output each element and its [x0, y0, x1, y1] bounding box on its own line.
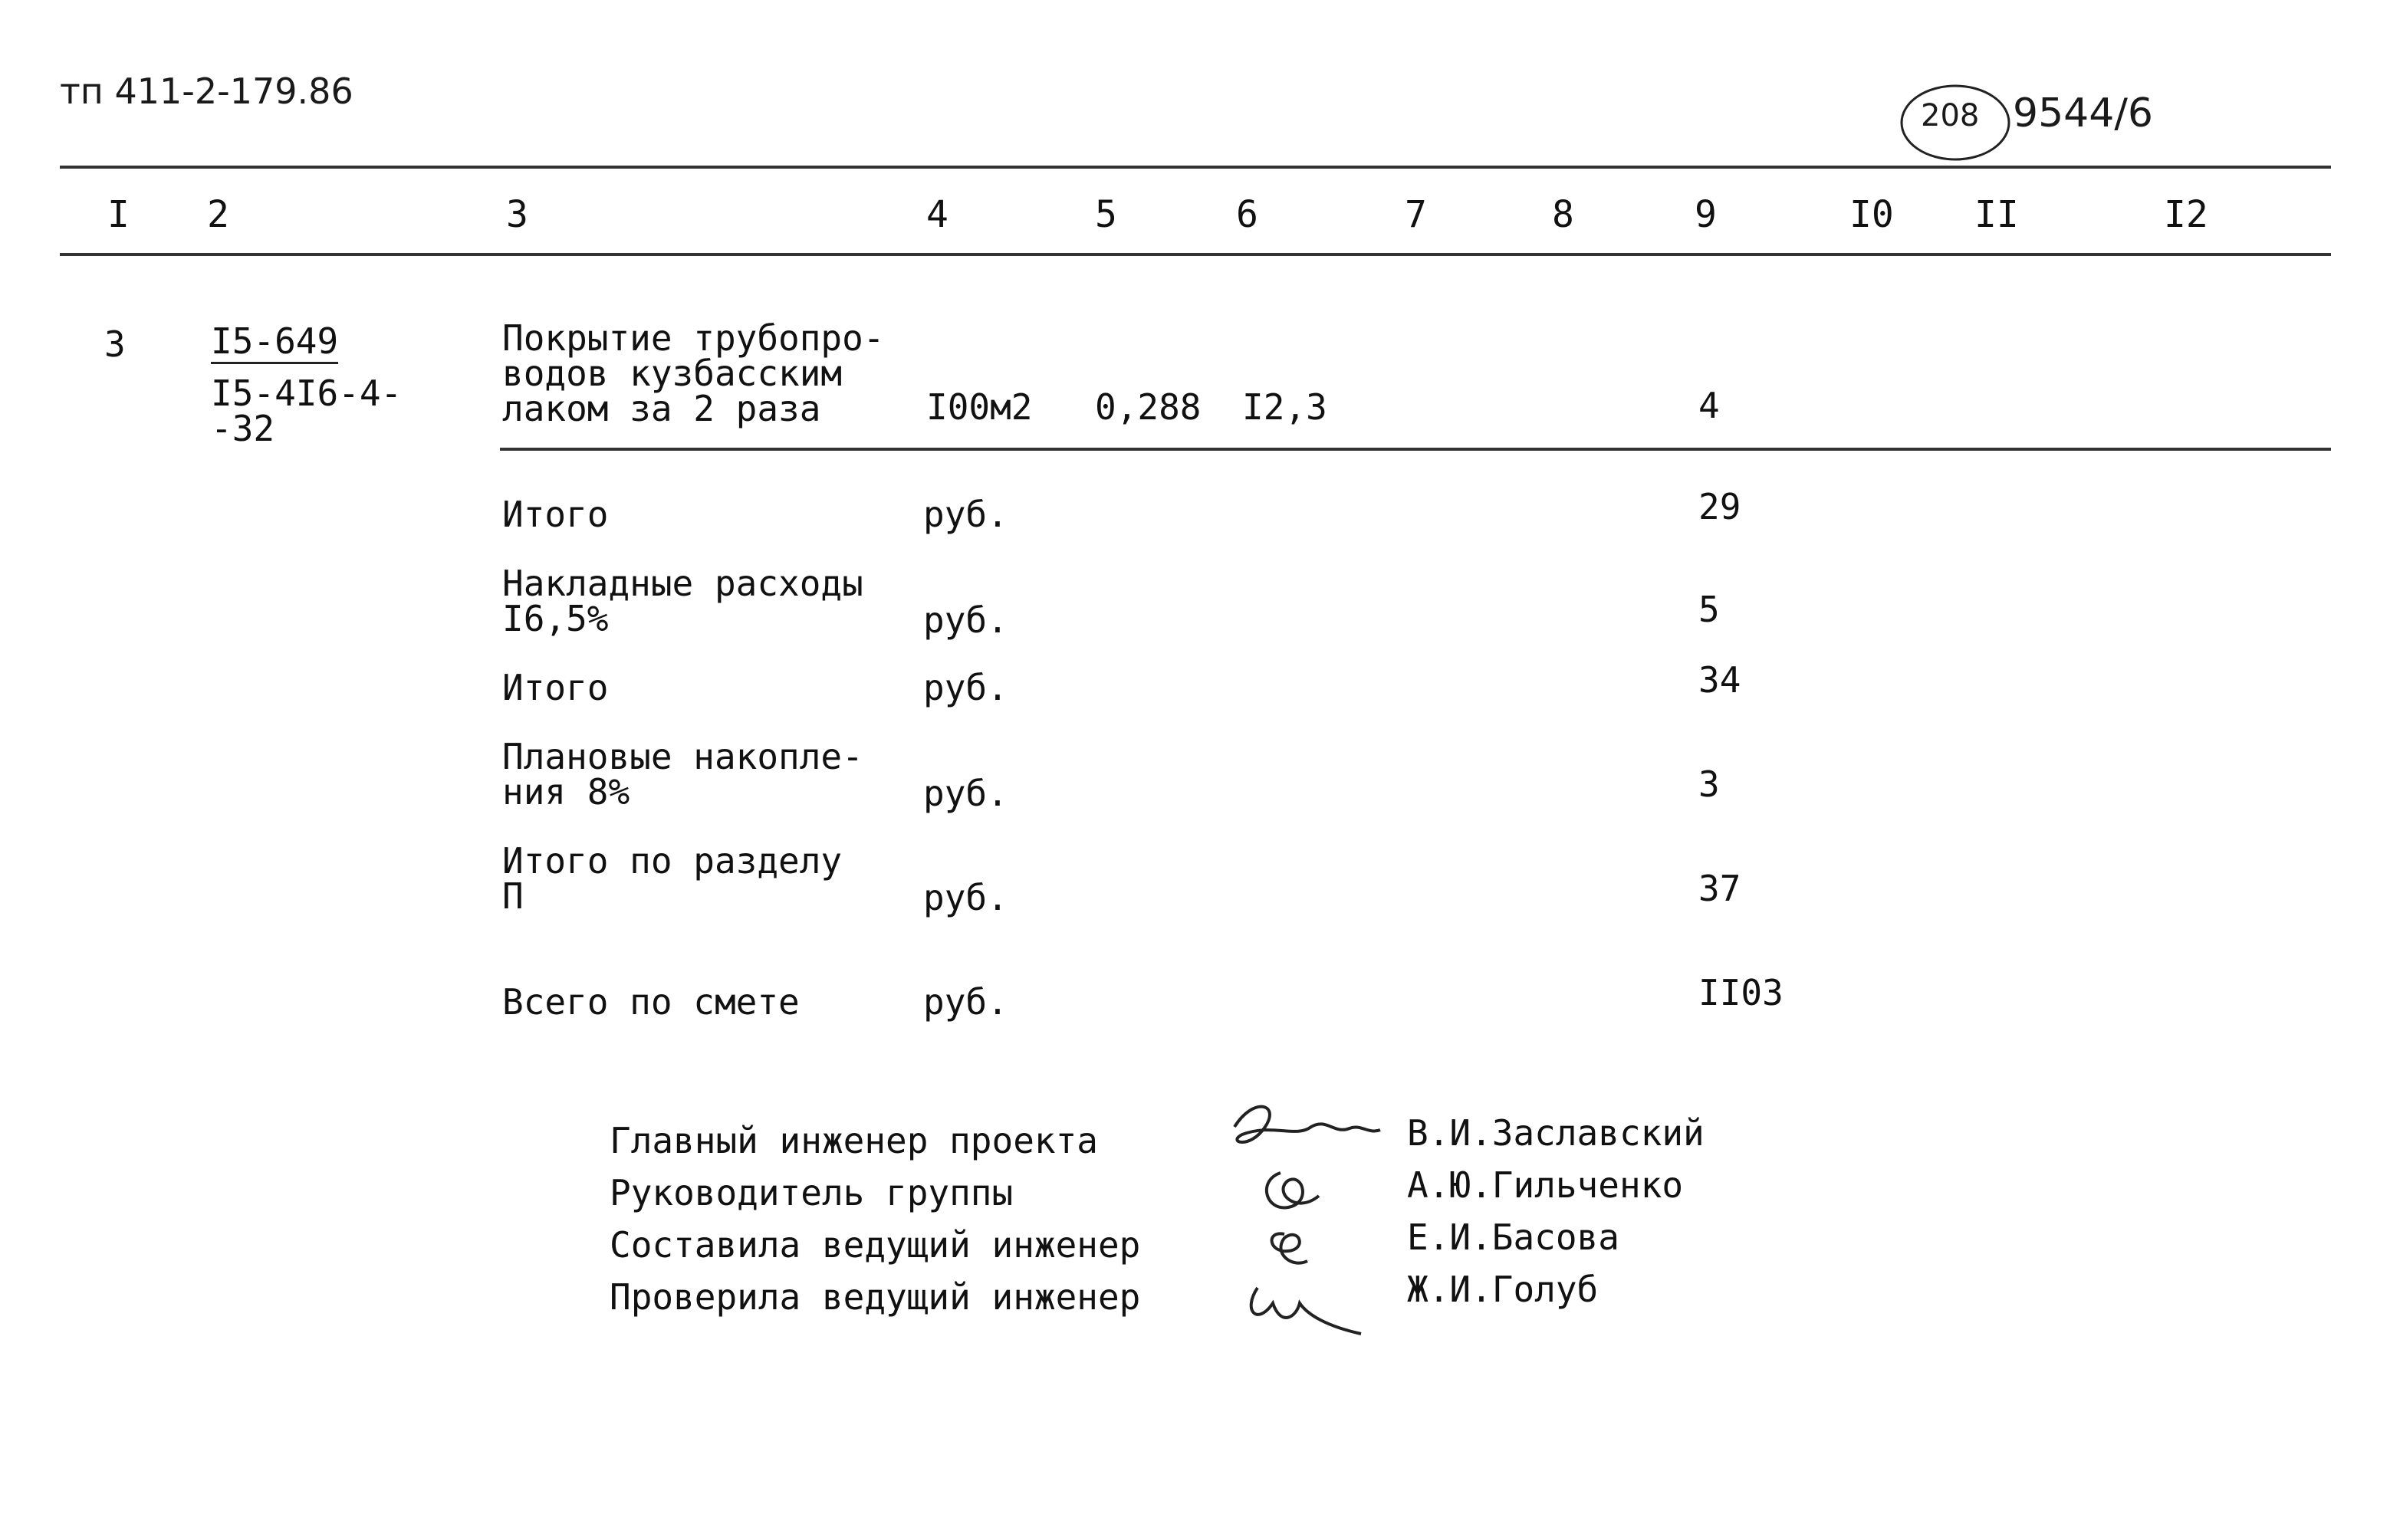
summary-label: Всего по смете [502, 981, 800, 1023]
item-total: 4 [1698, 385, 1720, 426]
header-rule-top [60, 166, 2331, 169]
column-number: 6 [1236, 193, 1258, 236]
column-number: I0 [1849, 193, 1894, 236]
page-number: 208 [1921, 98, 1980, 133]
summary-value: 29 [1698, 486, 1741, 527]
item-price: I2,3 [1242, 386, 1327, 428]
summary-value: 5 [1698, 589, 1720, 630]
signature-name: В.И.Заславский [1407, 1112, 1705, 1154]
column-number: I2 [2164, 193, 2208, 236]
summary-unit: руб. [923, 773, 1008, 814]
summary-label: ния 8% [502, 771, 630, 813]
item-rule [500, 448, 2331, 451]
item-description: Покрытие трубопро- [502, 317, 885, 359]
signature-role: Руководитель группы [610, 1172, 1014, 1213]
summary-unit: руб. [923, 877, 1008, 918]
column-number: 3 [506, 193, 528, 236]
signature-name: А.Ю.Гильченко [1407, 1164, 1684, 1206]
summary-label: Итого по разделу [502, 840, 843, 882]
signature-role: Проверила ведущий инженер [610, 1276, 1141, 1318]
column-number: 7 [1405, 193, 1427, 236]
item-number: 3 [104, 323, 126, 365]
summary-label: Итого [502, 494, 609, 535]
archive-code: 9544/6 [2013, 90, 2153, 136]
column-number: II [1974, 193, 2019, 236]
item-description: лаком за 2 раза [502, 388, 821, 429]
document-code: тп 411-2-179.86 [60, 71, 353, 112]
handwritten-signatures [1212, 1081, 1403, 1341]
summary-value: II03 [1698, 972, 1784, 1013]
summary-value: 34 [1698, 659, 1741, 701]
summary-value: 37 [1698, 868, 1741, 909]
item-code-bottom: I5-4I6-4- [211, 373, 403, 414]
column-number: 5 [1095, 193, 1117, 236]
column-number: 2 [207, 193, 229, 236]
item-unit: I00м2 [926, 386, 1033, 428]
column-number: I [107, 193, 130, 236]
summary-value: 3 [1698, 763, 1720, 805]
signature-role: Главный инженер проекта [610, 1120, 1098, 1161]
summary-label: Накладные расходы [502, 563, 863, 604]
summary-label: Плановые накопле- [502, 736, 863, 777]
summary-unit: руб. [923, 599, 1008, 641]
summary-unit: руб. [923, 667, 1008, 708]
header-rule-bottom [60, 253, 2331, 256]
item-quantity: 0,288 [1095, 386, 1202, 428]
summary-label: П [502, 875, 524, 917]
signature-role: Составила ведущий инженер [610, 1224, 1141, 1266]
column-number: 9 [1695, 193, 1717, 236]
signature-name: Ж.И.Голуб [1407, 1269, 1599, 1310]
column-number: 8 [1552, 193, 1574, 236]
summary-unit: руб. [923, 981, 1008, 1023]
item-code-bottom: -32 [211, 408, 275, 449]
item-description: водов кузбасским [502, 353, 843, 394]
summary-unit: руб. [923, 494, 1008, 535]
item-code-top: I5-649 [211, 322, 338, 364]
summary-label: Итого [502, 667, 609, 708]
signature-name: Е.И.Басова [1407, 1217, 1619, 1258]
summary-label: I6,5% [502, 598, 609, 639]
column-number: 4 [926, 193, 948, 236]
